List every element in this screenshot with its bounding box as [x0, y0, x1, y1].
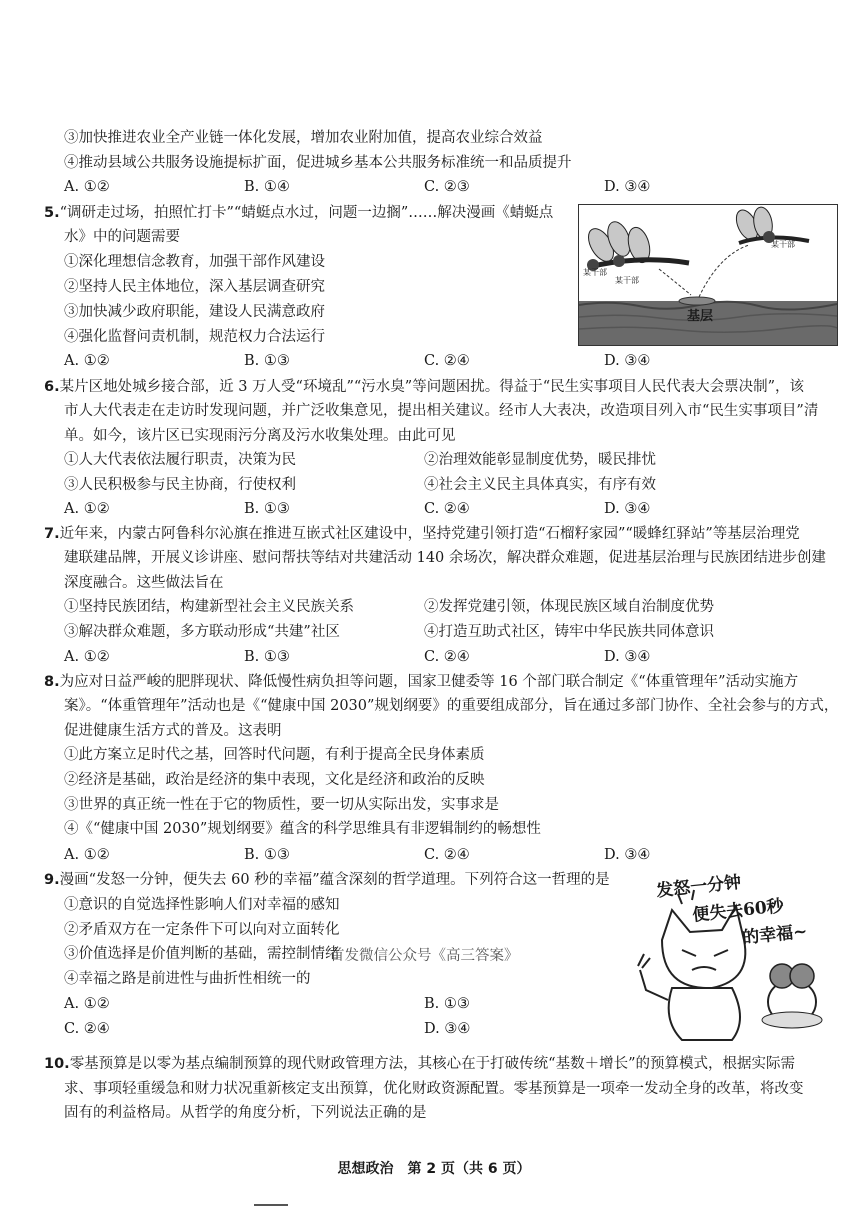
question-number: 7.	[44, 526, 60, 542]
q8-choice-b: B. ①③	[244, 847, 290, 863]
page-footer: 思想政治 第 2 页（共 6 页）	[337, 1161, 531, 1177]
question-10-stem-line2: 求、事项轻重缓急和财力状况重新核定支出预算，优化财政资源配置。零基预算是一项牵一发动全身的改革，将改变	[64, 1081, 804, 1097]
question-7-stem-line1	[44, 525, 800, 543]
q7-choice-c: C. ②④	[424, 649, 470, 665]
q5-option-2: ②坚持人民主体地位，深入基层调查研究	[64, 279, 325, 295]
cartoon-label-right: 某干部	[771, 240, 795, 249]
question-7-stem-line2: 建联建品牌，开展义诊讲座、慰问帮扶等结对共建活动 140 余场次，解决群众难题，促进基层治理与民族团结进步创建	[64, 550, 826, 566]
question-6-stem-line3: 单。如今，该片区已实现雨污分离及污水收集处理。由此可见	[64, 428, 456, 444]
q8-option-2: ②经济是基础，政治是经济的集中表现，文化是经济和政治的反映	[64, 772, 485, 788]
question-number: 5.	[44, 205, 60, 221]
q6-choice-c: C. ②④	[424, 501, 470, 517]
question-7-stem-line3: 深度融合。这些做法旨在	[64, 575, 224, 591]
q9-choice-b: B. ①③	[424, 996, 470, 1012]
question-5-stem-line2: 水》中的问题需要	[64, 229, 180, 245]
q6-option-1: ①人大代表依法履行职责，决策为民	[64, 452, 296, 468]
question-text: “调研走过场，拍照忙打卡”“蜻蜓点水过，问题一边搁”……解决漫画《蜻蜓点	[59, 205, 554, 221]
q5-choice-c: C. ②④	[424, 353, 470, 369]
question-8-stem-line3: 促进健康生活方式的普及。这表明	[64, 723, 282, 739]
q8-option-4: ④《“健康中国 2030”规划纲要》蕴含的科学思维具有非逻辑制约的畅想性	[64, 821, 541, 837]
q6-option-2: ②治理效能彰显制度优势，暖民排忧	[424, 452, 656, 468]
q5-option-3: ③加快减少政府职能，建设人民满意政府	[64, 304, 325, 320]
cartoon-text-1: 发怒一分钟	[655, 872, 743, 902]
q8-choice-a: A. ①②	[64, 847, 110, 863]
q5-option-4: ④强化监督问责机制，规范权力合法运行	[64, 329, 325, 345]
question-text: 某片区地处城乡接合部，近 3 万人受“环境乱”“污水臭”等问题困扰。得益于“民生实事项目人民代表大会票决制”，该	[59, 379, 805, 395]
cartoon-text-2: 便失去60秒	[691, 896, 785, 926]
q5-choice-b: B. ①③	[244, 353, 290, 369]
q9-choice-c: C. ②④	[64, 1021, 110, 1037]
q7-option-3: ③解决群众难题，多方联动形成“共建”社区	[64, 624, 340, 640]
question-text: 漫画“发怒一分钟，便失去 60 秒的幸福”蕴含深刻的哲学道理。下列符合这一哲理的是	[59, 872, 610, 888]
q6-choice-b: B. ①③	[244, 501, 290, 517]
q7-choice-a: A. ①②	[64, 649, 110, 665]
question-9-stem-line1	[44, 871, 610, 889]
q5-choice-d: D. ③④	[604, 353, 651, 369]
question-8-stem-line2: 案》。“体重管理年”活动也是《“健康中国 2030”规划纲要》的重要组成部分，旨在通过多部门协作、全社会参与的方式，	[64, 698, 839, 714]
question-text: 近年来，内蒙古阿鲁科尔沁旗在推进互嵌式社区建设中，坚持党建引领打造“石榴籽家园”“暖蜂红驿站”等基层治理党	[59, 526, 800, 542]
angry-cat-cartoon	[632, 870, 850, 1050]
q4-option-4: ④推动县域公共服务设施提标扩面，促进城乡基本公共服务标准统一和品质提升	[64, 155, 572, 171]
q7-option-2: ②发挥党建引领，体现民族区域自治制度优势	[424, 599, 714, 615]
cartoon-label-base: 基层	[687, 309, 714, 324]
question-number: 9.	[44, 872, 60, 888]
question-6-stem-line2: 市人大代表走在走访时发现问题，并广泛收集意见，提出相关建议。经市人大表决，改造项目列入市“民生实事项目”清	[64, 403, 819, 419]
bottom-divider	[254, 1204, 288, 1206]
question-text: 为应对日益严峻的肥胖现状、降低慢性病负担等问题，国家卫健委等 16 个部门联合制定《“体重管理年”活动实施方	[59, 674, 799, 690]
q4-choice-c: C. ②③	[424, 179, 470, 195]
q7-choice-d: D. ③④	[604, 649, 651, 665]
q5-option-1: ①深化理想信念教育，加强干部作风建设	[64, 254, 325, 270]
q8-option-3: ③世界的真正统一性在于它的物质性，要一切从实际出发，实事求是	[64, 797, 499, 813]
q6-option-3: ③人民积极参与民主协商，行使权利	[64, 477, 296, 493]
q6-choice-a: A. ①②	[64, 501, 110, 517]
q4-choice-a: A. ①②	[64, 179, 110, 195]
question-8-stem-line1	[44, 673, 798, 691]
cartoon-label-left: 某干部	[583, 268, 607, 277]
q6-choice-d: D. ③④	[604, 501, 651, 517]
q7-option-4: ④打造互助式社区，铸牢中华民族共同体意识	[424, 624, 714, 640]
q9-option-4: ④幸福之路是前进性与曲折性相统一的	[64, 971, 311, 987]
q9-option-3: ③价值选择是价值判断的基础，需控制情绪	[64, 946, 340, 962]
q7-choice-b: B. ①③	[244, 649, 290, 665]
q9-option-2: ②矛盾双方在一定条件下可以向对立面转化	[64, 922, 340, 938]
cartoon-label-mid: 某干部	[615, 276, 639, 285]
question-text: 零基预算是以零为基点编制预算的现代财政管理方法，其核心在于打破传统“基数＋增长”的预算模式，根据实际需	[69, 1056, 796, 1072]
q8-option-1: ①此方案立足时代之基，回答时代问题，有利于提高全民身体素质	[64, 747, 485, 763]
q7-option-1: ①坚持民族团结，构建新型社会主义民族关系	[64, 599, 354, 615]
question-10-stem-line3: 固有的利益格局。从哲学的角度分析，下列说法正确的是	[64, 1105, 427, 1121]
q4-option-3: ③加快推进农业全产业链一体化发展，增加农业附加值，提高农业综合效益	[64, 130, 543, 146]
q8-choice-d: D. ③④	[604, 847, 651, 863]
q9-choice-d: D. ③④	[424, 1021, 471, 1037]
q9-choice-a: A. ①②	[64, 996, 110, 1012]
question-number: 10.	[44, 1056, 70, 1072]
cartoon-text-3: 的幸福~	[741, 921, 809, 949]
question-6-stem-line1	[44, 378, 804, 396]
question-10-stem-line1	[44, 1055, 795, 1073]
question-number: 8.	[44, 674, 60, 690]
dragonfly-cartoon	[578, 204, 838, 346]
q4-choice-d: D. ③④	[604, 179, 651, 195]
q6-option-4: ④社会主义民主具体真实，有序有效	[424, 477, 656, 493]
q9-option-1: ①意识的自觉选择性影响人们对幸福的感知	[64, 897, 340, 913]
question-5-stem-line1	[44, 204, 553, 222]
question-number: 6.	[44, 379, 60, 395]
q4-choice-b: B. ①④	[244, 179, 290, 195]
q8-choice-c: C. ②④	[424, 847, 470, 863]
watermark: 首发微信公众号《高三答案》	[330, 948, 519, 964]
q5-choice-a: A. ①②	[64, 353, 110, 369]
